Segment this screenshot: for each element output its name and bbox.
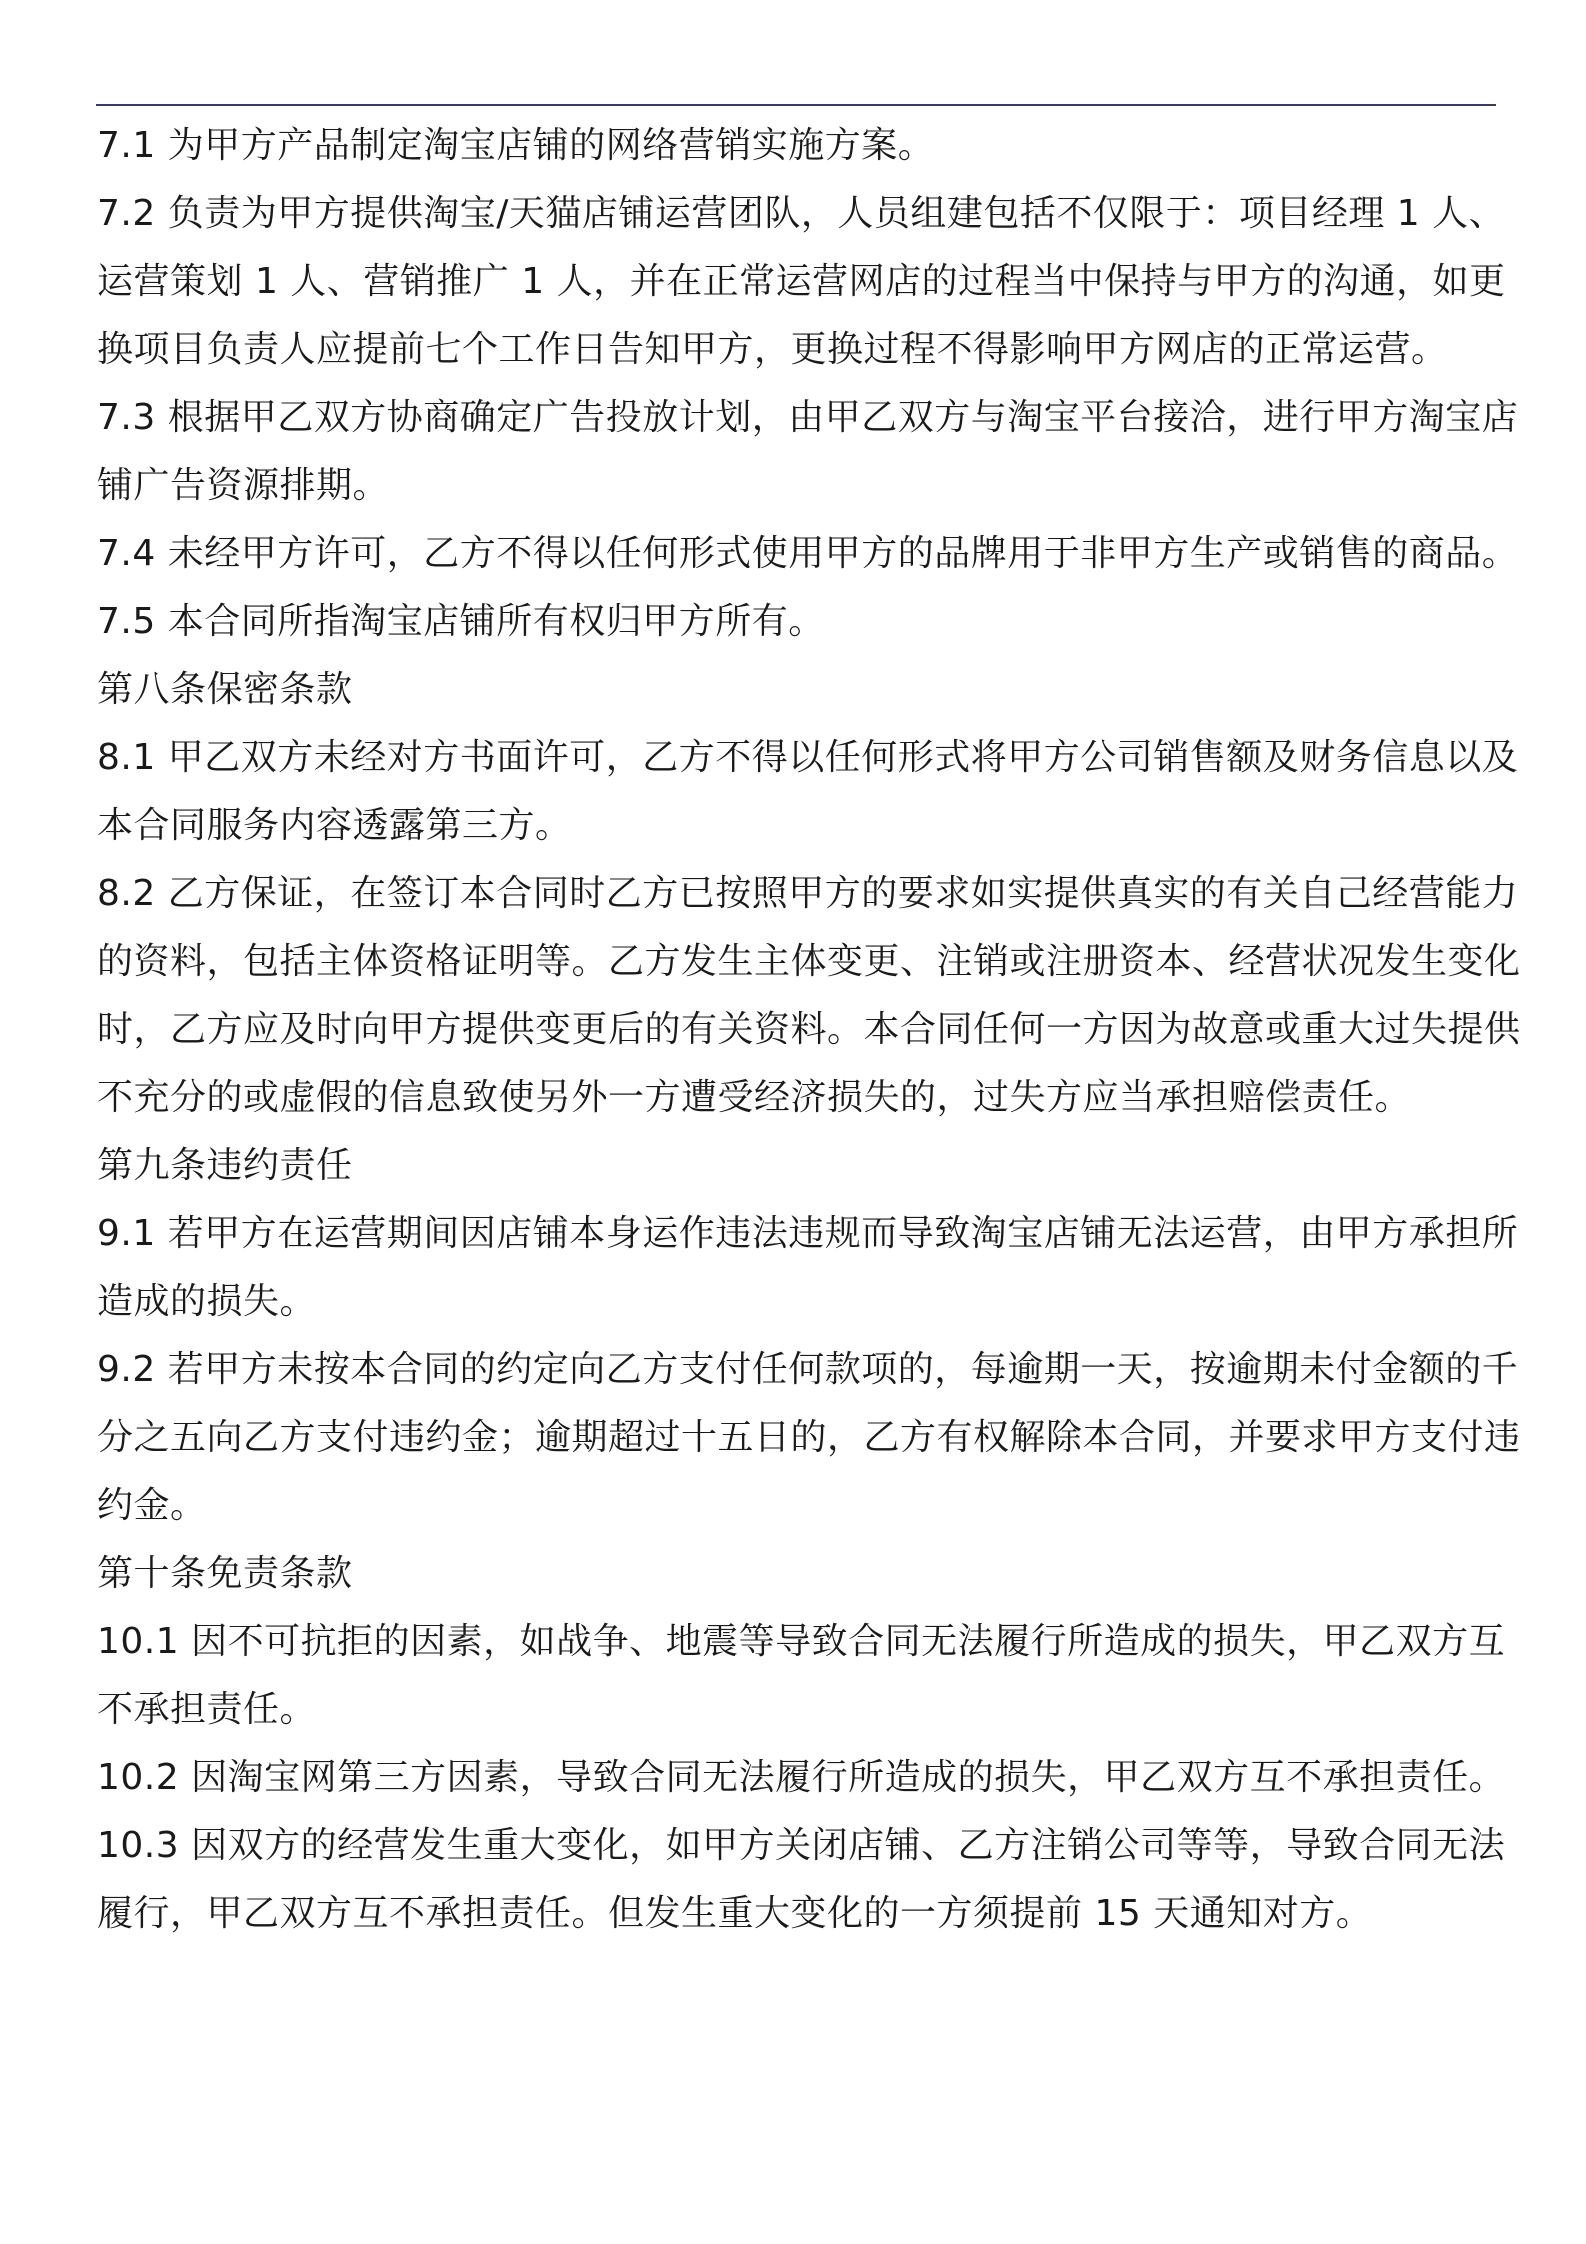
paragraph-8-1: 8.1 甲乙双方未经对方书面许可，乙方不得以任何形式将甲方公司销售额及财务信息以及本合同服务内容透露第三方。	[97, 737, 1519, 846]
section-heading-8: 第八条保密条款	[97, 669, 353, 710]
paragraph-8-2: 8.2 乙方保证，在签订本合同时乙方已按照甲方的要求如实提供真实的有关自己经营能力的资料，包括主体资格证明等。乙方发生主体变更、注销或注册资本、经营状况发生变化时，乙方应及时向甲方提供变更后的有关资料。本合同任何一方因为故意或重大过失提供不充分的或虚假的信息致使另外一方遭受经济损失的，过失方应当承担赔偿责任。	[97, 873, 1521, 1118]
header-rule	[96, 104, 1496, 106]
paragraph-7-1: 7.1 为甲方产品制定淘宝店铺的网络营销实施方案。	[97, 125, 935, 166]
paragraph-10-1: 10.1 因不可抗拒的因素，如战争、地震等导致合同无法履行所造成的损失，甲乙双方互不承担责任。	[97, 1621, 1506, 1730]
document-body	[97, 112, 1527, 1948]
paragraph-10-3: 10.3 因双方的经营发生重大变化，如甲方关闭店铺、乙方注销公司等等，导致合同无法履行，甲乙双方互不承担责任。但发生重大变化的一方须提前 15 天通知对方。	[97, 1825, 1506, 1934]
paragraph-7-3: 7.3 根据甲乙双方协商确定广告投放计划，由甲乙双方与淘宝平台接洽，进行甲方淘宝店铺广告资源排期。	[97, 397, 1519, 506]
paragraph-10-2: 10.2 因淘宝网第三方因素，导致合同无法履行所造成的损失，甲乙双方互不承担责任。	[97, 1757, 1506, 1798]
paragraph-7-4: 7.4 未经甲方许可，乙方不得以任何形式使用甲方的品牌用于非甲方生产或销售的商品。	[97, 533, 1519, 574]
paragraph-9-1: 9.1 若甲方在运营期间因店铺本身运作违法违规而导致淘宝店铺无法运营，由甲方承担所造成的损失。	[97, 1213, 1519, 1322]
paragraph-7-2: 7.2 负责为甲方提供淘宝/天猫店铺运营团队，人员组建包括不仅限于：项目经理 1 人、运营策划 1 人、营销推广 1 人，并在正常运营网店的过程当中保持与甲方的沟通，如更换项目负责人应提前七个工作日告知甲方，更换过程不得影响甲方网店的正常运营。	[97, 193, 1506, 370]
paragraph-7-5: 7.5 本合同所指淘宝店铺所有权归甲方所有。	[97, 601, 825, 642]
section-heading-9: 第九条违约责任	[97, 1145, 353, 1186]
paragraph-9-2: 9.2 若甲方未按本合同的约定向乙方支付任何款项的，每逾期一天，按逾期未付金额的千分之五向乙方支付违约金；逾期超过十五日的，乙方有权解除本合同，并要求甲方支付违约金。	[97, 1349, 1521, 1526]
section-heading-10: 第十条免责条款	[97, 1553, 353, 1594]
